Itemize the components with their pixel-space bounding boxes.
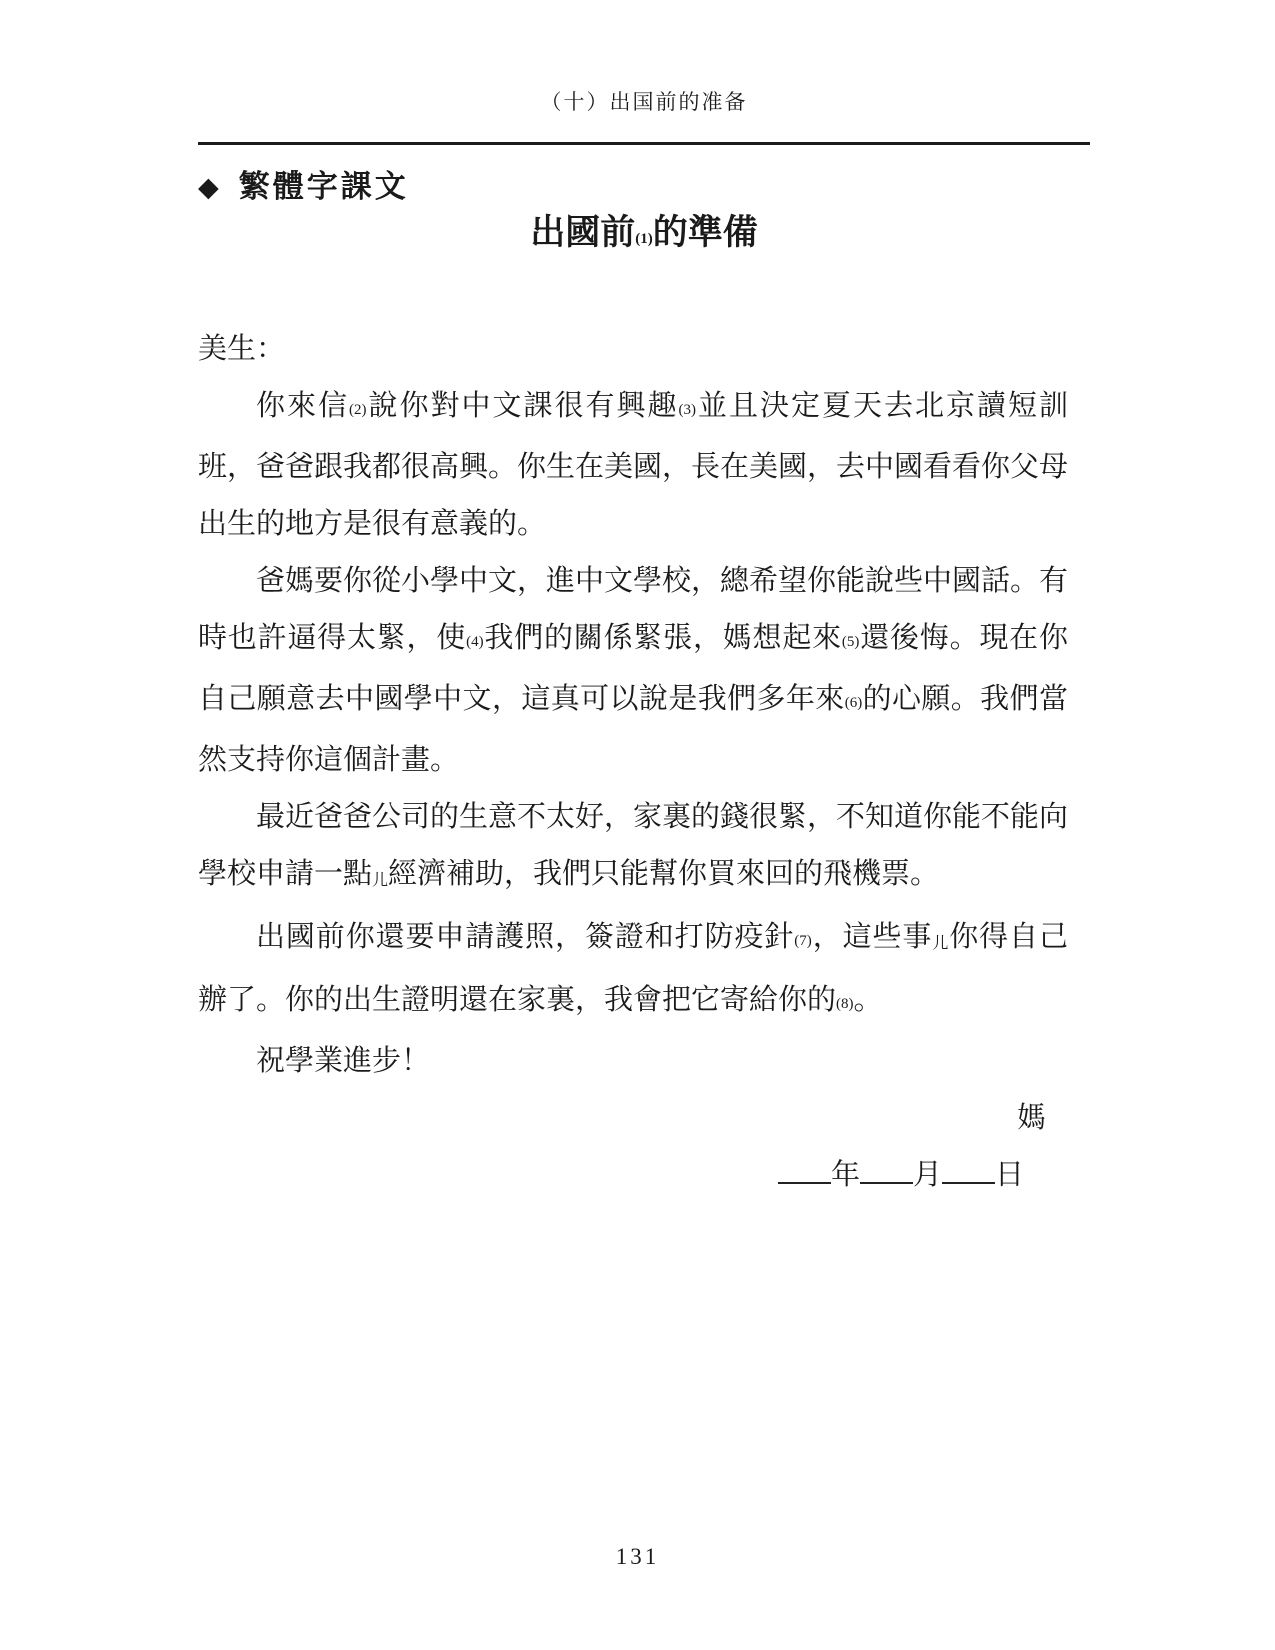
section-heading bbox=[198, 167, 1090, 207]
letter-paragraph bbox=[198, 378, 1068, 553]
text-run: 的心願。我們當然支持你這個計畫。 bbox=[198, 683, 1068, 776]
text-run: 我們的關係緊張，媽想起來 bbox=[483, 622, 842, 654]
section-heading-label: 繁體字課文 bbox=[238, 169, 409, 204]
footnote-marker: (4) bbox=[466, 634, 484, 650]
footnote-marker: (7) bbox=[794, 933, 812, 949]
text-run: 最近爸爸公司的生意不太好，家裏的錢很緊，不知道你能不能向學校申請一點 bbox=[198, 801, 1069, 890]
salutation: 美生： bbox=[198, 333, 286, 365]
page-content bbox=[198, 0, 1090, 1204]
diamond-bullet-icon: ◆ bbox=[198, 172, 219, 202]
running-header: （十）出国前的准备 bbox=[540, 90, 748, 114]
date-blank bbox=[778, 1155, 831, 1184]
letter-paragraph bbox=[198, 789, 1068, 909]
day-label: 日 bbox=[994, 1159, 1024, 1191]
letter-paragraphs bbox=[198, 378, 1068, 1090]
footnote-marker: (2) bbox=[349, 402, 367, 418]
year-label: 年 bbox=[830, 1159, 860, 1191]
text-run: 祝學業進步！ bbox=[256, 1045, 431, 1077]
small-er-char: 儿 bbox=[932, 935, 950, 952]
letter-paragraph bbox=[198, 1033, 1068, 1090]
date-blank bbox=[942, 1155, 995, 1184]
footnote-marker: (6) bbox=[844, 695, 863, 711]
letter-paragraph bbox=[198, 553, 1068, 789]
month-label: 月 bbox=[912, 1159, 942, 1191]
header-rule bbox=[198, 142, 1090, 145]
text-run: 經濟補助，我們只能幫你買來回的飛機票。 bbox=[388, 858, 940, 890]
footnote-marker: (5) bbox=[841, 634, 860, 650]
signature: 媽 bbox=[1016, 1102, 1046, 1134]
text-run: 還後悔。現在你自己願意去中國學中文，這真可以說是我們多年來 bbox=[198, 622, 1068, 715]
text-run: ，這些事 bbox=[811, 921, 933, 953]
small-er-char: 儿 bbox=[372, 872, 389, 889]
letter-paragraph bbox=[198, 909, 1068, 1033]
page-number: 131 bbox=[615, 1544, 660, 1569]
letter-body bbox=[198, 321, 1068, 1204]
date-line bbox=[198, 1147, 1068, 1204]
lesson-title bbox=[198, 211, 1090, 261]
footnote-marker: (8) bbox=[836, 996, 854, 1012]
text-run: 說你對中文課很有興趣 bbox=[366, 390, 679, 422]
text-run: 出國前你還要申請護照，簽證和打防疫針 bbox=[256, 921, 795, 953]
text-run: 爸媽要你從小學中文，進中文學校，總希望你能說些中國話。有時也許逼得太緊，使 bbox=[198, 565, 1069, 654]
footnote-marker: (1) bbox=[635, 231, 653, 247]
text-run: 出國前 bbox=[530, 213, 636, 252]
text-run: 的準備 bbox=[652, 213, 758, 252]
text-run: 你得自己辦了。你的出生證明還在家裏，我會把它寄給你的 bbox=[198, 921, 1068, 1016]
date-blank bbox=[860, 1155, 913, 1184]
footnote-marker: (3) bbox=[678, 402, 696, 418]
text-run: 並且決定夏天去北京讀短訓班，爸爸跟我都很高興。你生在美國，長在美國，去中國看看你父母出生的地方是很有意義的。 bbox=[198, 390, 1069, 540]
text-run: 你來信 bbox=[256, 390, 349, 422]
text-run: 。 bbox=[853, 984, 883, 1016]
